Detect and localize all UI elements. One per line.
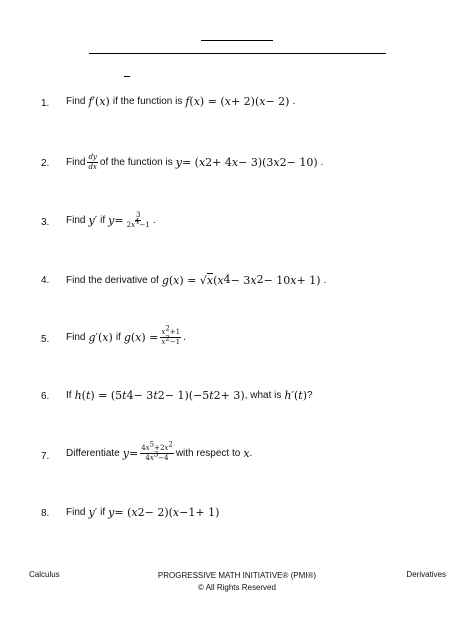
footer-subject: Calculus xyxy=(29,570,60,579)
problem-4 xyxy=(0,273,474,303)
problem-number: 8. xyxy=(41,508,50,519)
problem-3 xyxy=(0,211,474,241)
problem-number: 7. xyxy=(41,451,50,462)
problem-8 xyxy=(0,506,474,536)
problem-2 xyxy=(0,153,474,183)
problem-number: 2. xyxy=(41,158,50,169)
footer-copyright: © All Rights Reserved xyxy=(198,583,276,592)
problem-6 xyxy=(0,389,474,419)
problem-text: Find f ′( x ) if the function is f ( x ) = ( x + 2)( x − 2) . xyxy=(66,95,296,108)
name-blank-line xyxy=(89,53,386,54)
problem-7 xyxy=(0,440,474,474)
problem-text: Find g ′( x ) if g ( x ) = $\frac{x^2+1}{x^2-1}$ . xyxy=(66,324,186,346)
math-expression: f xyxy=(88,95,93,108)
date-blank-mark xyxy=(124,76,130,77)
footer-publisher-name: PROGRESSIVE MATH INITIATIVE® (PMI®) xyxy=(157,571,317,580)
problem-text: Find the derivative of g ( x ) = √ x ( x 4 − 3 x 2 − 10 x + 1) . xyxy=(66,273,327,287)
problem-number: 5. xyxy=(41,334,50,345)
dy-dx-fraction: $\frac{dy}{dx}$ xyxy=(88,153,97,171)
problem-number: 1. xyxy=(41,98,50,109)
problem-5 xyxy=(0,324,474,358)
problem-text: If h ( t ) = (5 t 4 − 3 t 2 − 1)(−5 t 2 + 3) , what is h ′( t ) ? xyxy=(66,388,313,402)
problem-number: 4. xyxy=(41,275,50,286)
fraction: $\frac{3}{2x^4-1}$ xyxy=(126,211,150,229)
problem-text: Differentiate y = $\frac{4x^5+2x^2}{4x^3-4}$ with respect to x . xyxy=(66,440,253,462)
problem-text: Find $\frac{dy}{dx}$ of the function is y = ( x 2 + 4 x − 3)(3 x 2 − 10) . xyxy=(66,153,324,171)
footer-publisher xyxy=(0,570,474,594)
problem-number: 6. xyxy=(41,391,50,402)
problem-text: Find y′ if y = $\frac{3}{2x^4-1}$ . xyxy=(66,211,156,229)
title-blank-line xyxy=(201,40,273,41)
problem-1 xyxy=(0,95,474,125)
fraction: $\frac{x^2+1}{x^2-1}$ xyxy=(161,324,181,346)
fraction: $\frac{4x^5+2x^2}{4x^3-4}$ xyxy=(141,440,173,462)
problem-text: Find y′ if y = ( x 2 − 2)( x −1 + 1) xyxy=(66,505,220,519)
problem-number: 3. xyxy=(41,217,50,228)
footer-topic: Derivatives xyxy=(406,570,446,579)
